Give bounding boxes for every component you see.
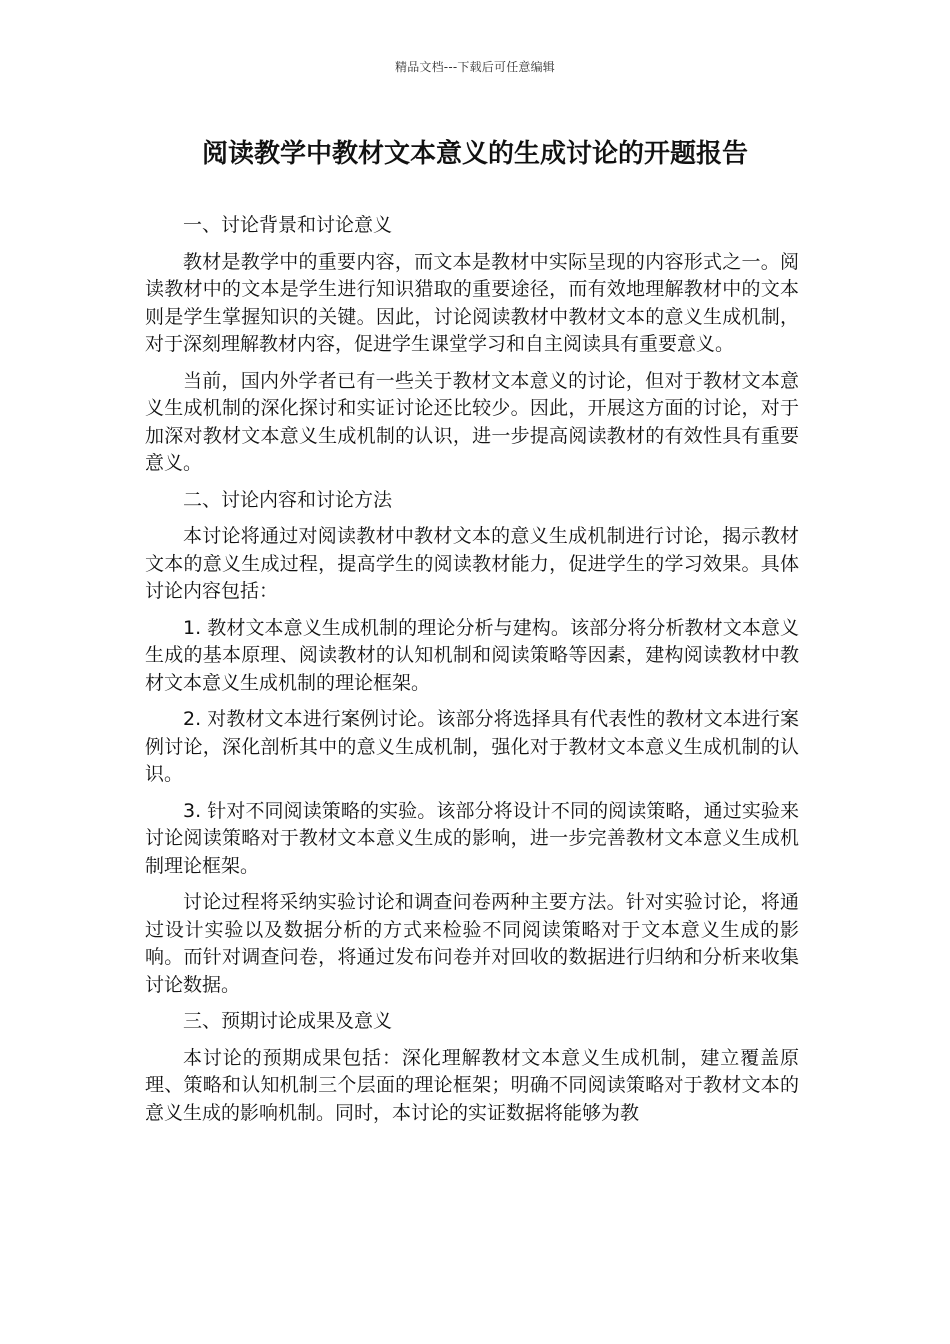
document-body (145, 212, 799, 1136)
list-item-case-study: 2. 对教材文本进行案例讨论。该部分将选择具有代表性的教材文本进行案例讨论，深化剖析其中的意义生成机制，强化对于教材文本意义生成机制的认识。 (145, 708, 799, 785)
section-heading-background: 一、讨论背景和讨论意义 (183, 214, 393, 236)
paragraph-methods: 讨论过程将采纳实验讨论和调查问卷两种主要方法。针对实验讨论，将通过设计实验以及数据分析的方式来检验不同阅读策略对于文本意义生成的影响。而针对调查问卷，将通过发布问卷并对回收的数据进行归纳和分析来收集讨论数据。 (145, 891, 799, 996)
paragraph-expected-results: 本讨论的预期成果包括：深化理解教材文本意义生成机制，建立覆盖原理、策略和认知机制三个层面的理论框架；明确不同阅读策略对于教材文本的意义生成的影响机制。同时，本讨论的实证数据将能够为教 (145, 1046, 799, 1124)
section-heading-expected-results: 三、预期讨论成果及意义 (183, 1010, 393, 1032)
paragraph-content-intro: 本讨论将通过对阅读教材中教材文本的意义生成机制进行讨论，揭示教材文本的意义生成过程，提高学生的阅读教材能力，促进学生的学习效果。具体讨论内容包括： (145, 525, 799, 602)
section-heading-content-methods: 二、讨论内容和讨论方法 (183, 488, 393, 511)
document-title: 阅读教学中教材文本意义的生成讨论的开题报告 (201, 139, 748, 169)
header-note: 精品文档---下载后可任意编辑 (395, 60, 555, 74)
list-item-theory: 1. 教材文本意义生成机制的理论分析与建构。该部分将分析教材文本意义生成的基本原理、阅读教材的认知机制和阅读策略等因素，建构阅读教材中教材文本意义生成机制的理论框架。 (145, 616, 799, 694)
paragraph-background-2: 当前，国内外学者已有一些关于教材文本意义的讨论，但对于教材文本意义生成机制的深化探讨和实证讨论还比较少。因此，开展这方面的讨论，对于加深对教材文本意义生成机制的认识，进一步提高阅读教材的有效性具有重要意义。 (145, 369, 799, 474)
list-item-experiment: 3. 针对不同阅读策略的实验。该部分将设计不同的阅读策略，通过实验来讨论阅读策略对于教材文本意义生成的影响，进一步完善教材文本意义生成机制理论框架。 (145, 799, 799, 877)
paragraph-background-1: 教材是教学中的重要内容，而文本是教材中实际呈现的内容形式之一。阅读教材中的文本是学生进行知识猎取的重要途径，而有效地理解教材中的文本则是学生掌握知识的关键。因此，讨论阅读教材中教材文本的意义生成机制，对于深刻理解教材内容，促进学生课堂学习和自主阅读具有重要意义。 (145, 250, 799, 355)
